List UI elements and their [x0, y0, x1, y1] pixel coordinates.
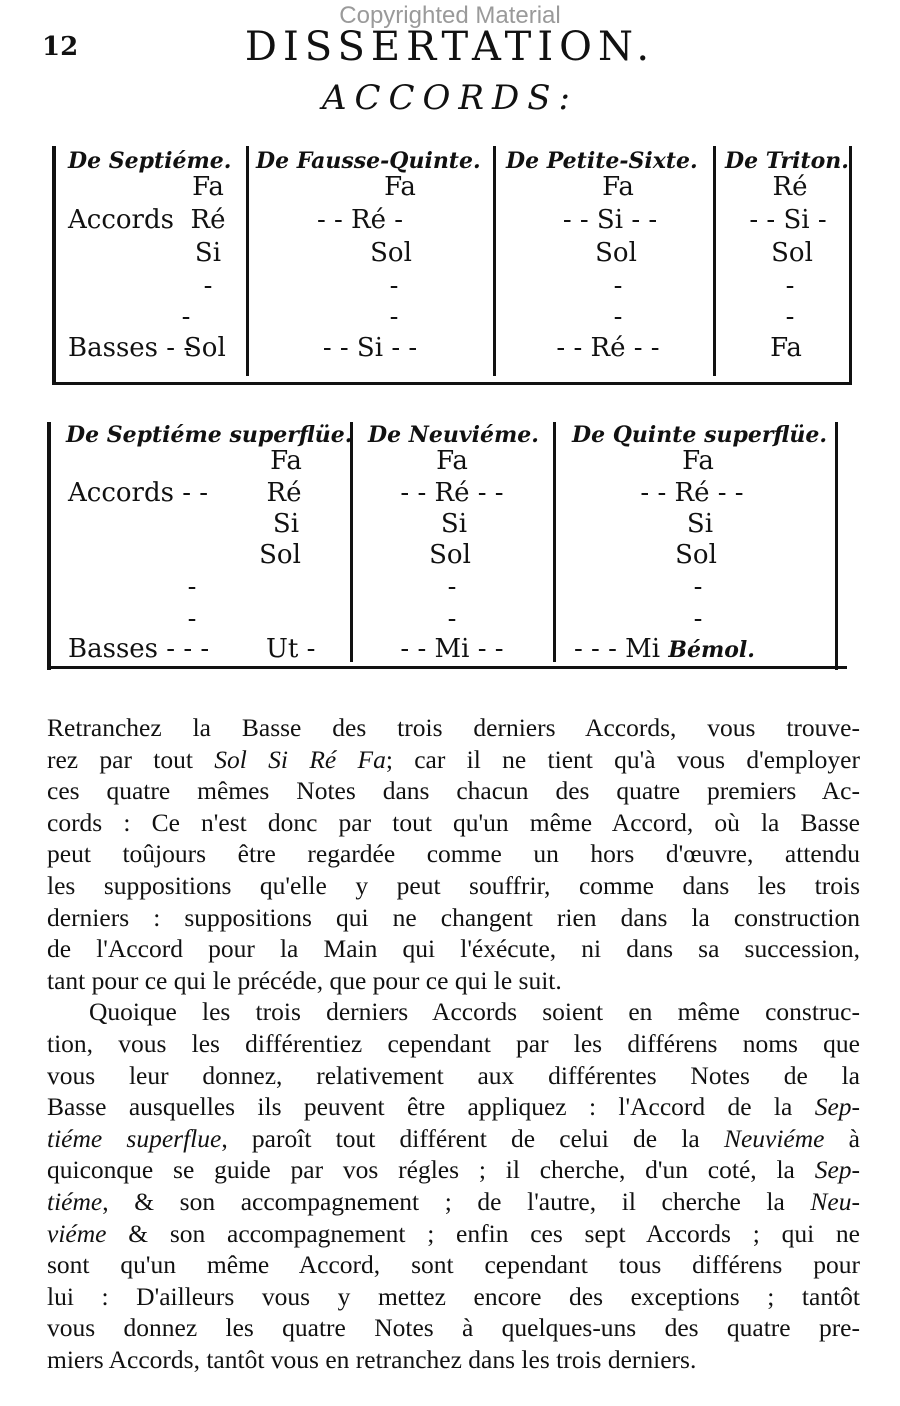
t2c2-note: Fa	[436, 446, 468, 476]
text-line: miers Accords, tantôt vous en retranchez dans les trois derniers.	[47, 1344, 697, 1374]
table1-header-septieme: De Septiéme.	[68, 148, 232, 174]
t1c1-note: Ré	[190, 205, 226, 235]
t2c2-note: Si	[440, 509, 468, 539]
t2c3-note: Fa	[682, 446, 714, 476]
t1c1-note: Fa	[192, 172, 224, 202]
text-line: derniers : suppositions qui ne changent rien dans la construction	[47, 902, 860, 932]
table1-row-label-accords: Accords	[68, 205, 174, 235]
text-line: tiéme superflue, paroît tout différent de celui de la Neuviéme à	[47, 1123, 860, 1153]
copyright-watermark: Copyrighted Material	[339, 2, 561, 29]
t1c2-note: Sol	[370, 238, 412, 268]
text-line: cords : Ce n'est donc par tout qu'un même Accord, où la Basse	[47, 807, 860, 837]
text-line: Retranchez la Basse des trois derniers Accords, vous trouve-	[47, 713, 860, 742]
text-line: peut toûjours être regardée comme un hors d'œuvre, attendu	[47, 839, 860, 869]
t1c2-bass: - - Si - -	[322, 333, 418, 363]
t2c3-note: Sol	[675, 540, 717, 570]
t2c1-note: Fa	[270, 446, 302, 476]
text-line: ces quatre mêmes Notes dans chacun des quatre premiers Ac-	[47, 776, 860, 806]
t2c1-note: -	[187, 604, 197, 634]
text-line: Quoique les trois derniers Accords soient en même construc-	[89, 997, 860, 1027]
t2c3-note: - - Ré - -	[640, 478, 744, 508]
t1c4-note: -	[785, 302, 795, 332]
t2c2-note: - - Ré - -	[400, 478, 504, 508]
t2c3-note: -	[693, 604, 703, 634]
table2-divider-2	[553, 422, 556, 662]
t1c2-note: Fa	[384, 172, 416, 202]
section-title: ACCORDS:	[321, 78, 579, 118]
t2c3-bass	[574, 634, 755, 664]
running-head: DISSERTATION.	[244, 24, 656, 70]
text-line: rez par tout Sol Si Ré Fa; car il ne tient qu'à vous d'employer	[47, 744, 860, 774]
t2c2-note: -	[447, 604, 457, 634]
table2-header-septieme-superflue: De Septiéme superflüe.	[66, 422, 353, 448]
t2c1-note: -	[187, 572, 197, 602]
t2c2-note: -	[447, 572, 457, 602]
table2-header-neuvieme: De Neuviéme.	[368, 422, 539, 448]
table1-header-petite-sixte: De Petite-Sixte.	[506, 148, 698, 174]
t2c1-note: Sol	[259, 540, 301, 570]
text-line: lui : D'ailleurs vous y mettez encore des exceptions ; tantôt	[47, 1281, 860, 1311]
t1c2-note: -	[389, 302, 399, 332]
text-line: tion, vous les différentiez cependant par les différens noms que	[47, 1028, 860, 1058]
t2c2-note: Sol	[429, 540, 471, 570]
text-line: de l'Accord pour la Main qui l'éxécute, ni dans sa succession,	[47, 934, 860, 964]
table1-divider-1	[246, 146, 249, 376]
text-line: quiconque se guide par vos régles ; il cherche, d'un coté, la Sep-	[47, 1155, 860, 1185]
table1-header-triton: De Triton.	[725, 148, 849, 174]
table1-border-left	[52, 146, 56, 384]
t1c3-note: Sol	[595, 238, 637, 268]
table2-header-quinte-superflue: De Quinte superflüe.	[572, 422, 828, 448]
t1c3-note: Fa	[602, 172, 634, 202]
t1c1-note: Si	[194, 238, 222, 268]
table2-border-right	[835, 422, 838, 670]
t2c3-note: -	[693, 572, 703, 602]
t1c1-bass: Sol	[184, 333, 226, 363]
t1c4-note: -	[785, 271, 795, 301]
table2-border-left	[47, 422, 51, 670]
table1-bottom-rule	[52, 382, 852, 385]
t1c4-note: Sol	[771, 238, 813, 268]
table1-header-fausse-quinte: De Fausse-Quinte.	[256, 148, 481, 174]
page-number: 12	[42, 32, 79, 62]
t2c1-note: Ré	[266, 478, 302, 508]
t1c3-note: - - Si - -	[562, 205, 658, 235]
t1c4-note: - - Si -	[749, 205, 827, 235]
table1-divider-2	[493, 146, 496, 376]
text-line: tant pour ce qui le précéde, que pour ce qui le suit.	[47, 965, 562, 995]
text-line: viéme & son accompagnement ; enfin ces sept Accords ; qui ne	[47, 1218, 860, 1248]
table1-row-label-basses: Basses - -	[68, 333, 193, 363]
t2c3-bass-note: - - - Mi	[574, 634, 661, 664]
text-line: vous leur donnez, relativement aux différentes Notes de la	[47, 1060, 860, 1090]
text-line: vous donnez les quatre Notes à quelques-uns des quatre pre-	[47, 1313, 860, 1343]
t1c3-note: -	[613, 271, 623, 301]
table2-row-label-accords: Accords - -	[68, 478, 209, 508]
t1c2-note: - - Ré -	[316, 205, 404, 235]
t1c1-note: -	[181, 302, 191, 332]
text-line: Basse ausquelles ils peuvent être appliquez : l'Accord de la Sep-	[47, 1092, 860, 1122]
table1-border-right	[849, 146, 852, 384]
paragraph-2	[47, 996, 860, 1375]
t1c3-bass: - - Ré - -	[556, 333, 660, 363]
table1-divider-3	[713, 146, 716, 376]
t1c3-note: -	[613, 302, 623, 332]
t2c1-bass: Ut -	[266, 634, 316, 664]
table2-row-label-basses: Basses - - -	[68, 634, 210, 664]
t2c3-note: Si	[686, 509, 714, 539]
body-text	[47, 712, 860, 1375]
text-line: sont qu'un même Accord, sont cependant tous différens pour	[47, 1250, 860, 1280]
table2-divider-1	[350, 422, 353, 662]
t2c1-note: Si	[272, 509, 300, 539]
text-line: les suppositions qu'elle y peut souffrir, comme dans les trois	[47, 870, 860, 900]
paragraph-1	[47, 712, 860, 996]
t1c1-note: -	[203, 271, 213, 301]
t1c4-bass: Fa	[770, 333, 802, 363]
t2c2-bass: - - Mi - -	[400, 634, 504, 664]
text-line: tiéme, & son accompagnement ; de l'autre, il cherche la Neu-	[47, 1186, 860, 1216]
t1c4-note: Ré	[772, 172, 808, 202]
t2c3-bass-suffix: Bémol.	[668, 637, 755, 663]
t1c2-note: -	[389, 271, 399, 301]
table2-bottom-rule	[47, 666, 847, 669]
